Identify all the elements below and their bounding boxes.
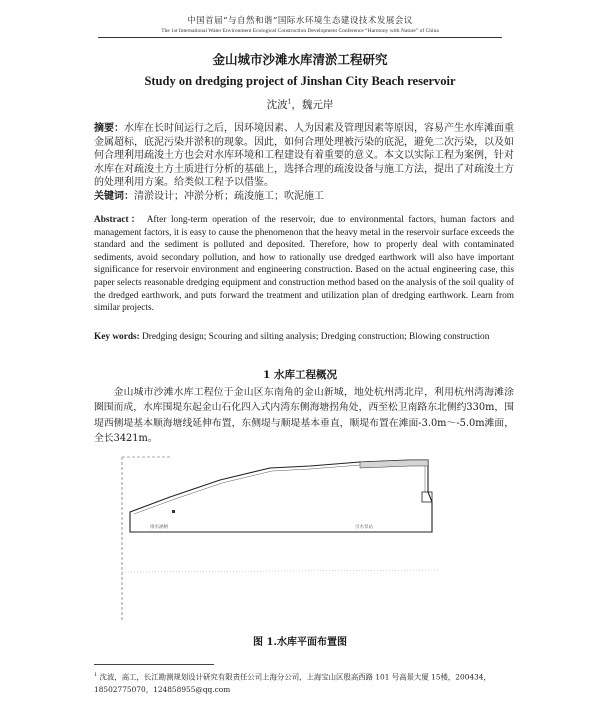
header-rule (98, 37, 502, 38)
section-1-title: 水库工程概况 (273, 369, 337, 381)
keywords-cn-label: 关键词： (94, 191, 134, 202)
figure-left-marker (172, 510, 175, 513)
figure-inner-embankment (134, 463, 425, 514)
keywords-cn (94, 190, 514, 204)
figure-label-sluice: 排水涵闸 (150, 525, 168, 530)
figure-caption: 图 1.水库平面布置图 (253, 637, 347, 648)
keywords-en-text: Dredging design; Scouring and silting analysis; Dredging construction; Blowing construction (142, 332, 490, 342)
abstract-en-text: After long-term operation of the reservoir, due to environmental factors, human factors and management factors, it is easy to cause the phenomenon that the heavy metal in the reservoir surface exceeds the standard and the sediment is polluted and deposited. Therefore, how to properly deal with contaminated sediments, avoid secondary pollution, and how to rationally use dredged earthwork will also have important significance for reservoir environment and engineering construction. Based on the actual engineering case, this paper selects reasonable dredging equipment and construction method based on the analysis of the soil quality of the dredged earthwork, and puts forward the treatment and utilization plan of dredging earthwork. Learn from similar projects. (94, 215, 514, 314)
reservoir-layout-figure (110, 452, 500, 627)
author-2: 魏元岸 (301, 99, 334, 111)
footnote (94, 669, 524, 696)
author-1-footnote-mark: 1 (287, 98, 292, 106)
footnote-text: 沈波，高工，长江勘测规划设计研究有限责任公司上海分公司，上海宝山区殷高西路 101 号高景大厦 15楼，200434，18502775070，124858955@qq.com (94, 672, 491, 694)
keywords-cn-text: 清淤设计；冲淤分析；疏浚施工；吹泥施工 (134, 191, 324, 202)
conference-title-en: The 1st International Water Environment Ecological Construction Development Conference “Harmony with Nature” of China (161, 28, 439, 34)
paper-title-cn: 金山城市沙滩水库清淤工程研究 (212, 52, 388, 67)
abstract-en (94, 214, 514, 315)
footnote-mark: 1 (94, 672, 98, 678)
section-1-heading (0, 367, 600, 382)
figure-coast-line (122, 570, 440, 572)
conference-header (0, 14, 600, 34)
figure-label-pumping-station: 引水泵站 (355, 525, 373, 530)
abstract-en-label: Abstract： (94, 215, 143, 225)
section-1-number: 1 (263, 369, 271, 381)
abstract-cn-text: 水库在长时间运行之后，因环境因素、人为因素及管理因素等原因，容易产生水库滩面重金属超标，底泥污染并淤积的现象。因此，如何合理处理被污染的底泥，避免二次污染，以及如何合理利用疏浚土方也会对水库环境和工程建设有着重要的意义。本文以实际工程为案例，针对水库在对疏浚土方土质进行分析的基础上，选择合理的疏浚设备与施工方法，提出了对疏浚土方的处理利用方案。给类似工程予以借鉴。 (94, 123, 514, 189)
author-separator: ， (291, 99, 302, 111)
footnote-rule (94, 664, 214, 665)
abstract-cn (94, 122, 514, 190)
conference-title-cn: 中国首届“与自然和谐”国际水环境生态建设技术发展会议 (187, 16, 413, 26)
author-line (0, 97, 600, 112)
figure-dashed-boundary (122, 457, 170, 620)
section-1-paragraph: 金山城市沙滩水库工程位于金山区东南角的金山新城，地处杭州湾北岸，利用杭州湾海滩涂圈围而成，水库围堤东起金山石化四入式内湾东侧海塘拐角处，西至松卫南路东北侧约330m，围堤西侧堤基本顺海塘线延伸布置，东侧堤与顺堤基本垂直，顺堤布置在滩面-3.0m～-5.0m滩面，全长3421m。 (94, 387, 514, 445)
paper-title-en: Study on dredging project of Jinshan City Beach reservoir (144, 74, 456, 88)
abstract-cn-label: 摘要： (94, 123, 124, 134)
keywords-en-label: Key words: (94, 332, 140, 342)
author-1: 沈波 (266, 99, 288, 111)
figure-embankment-outline (130, 460, 432, 532)
keywords-en (94, 331, 514, 344)
